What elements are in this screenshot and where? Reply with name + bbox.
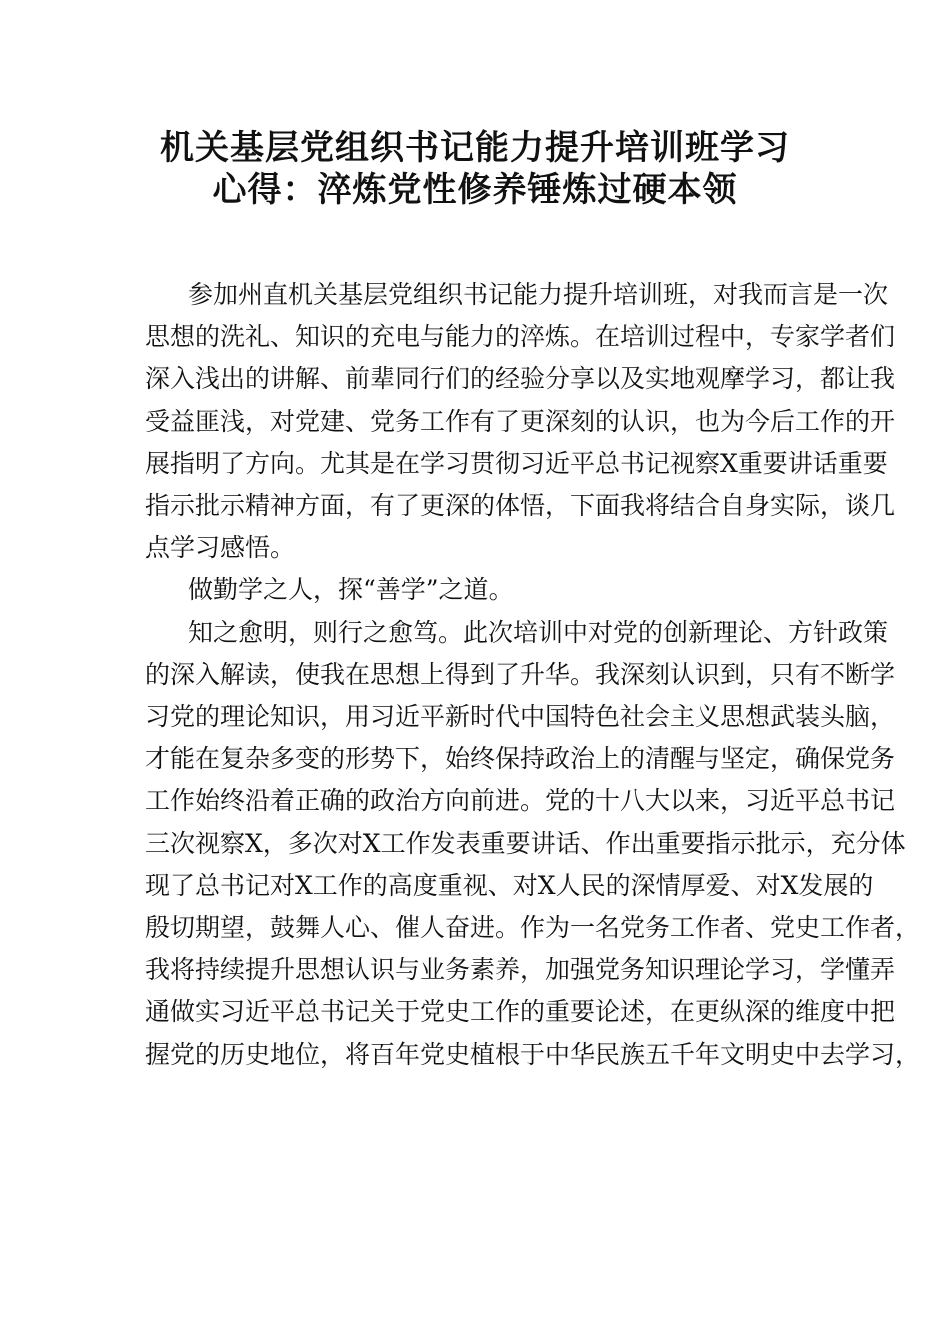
paragraph-3-line: 殷切期望，鼓舞人心、催人奋进。作为一名党务工作者、党史工作者， — [145, 913, 921, 942]
paragraph-1-line: 点学习感悟。 — [145, 533, 296, 563]
paragraph-3-line: 握党的历史地位，将百年党史植根于中华民族五千年文明史中去学习， — [145, 1039, 921, 1069]
paragraph-3-line: 三次视察X，多次对X工作发表重要讲话、作出重要指示批示，充分体 — [145, 828, 906, 858]
paragraph-1-line: 思想的洗礼、知识的充电与能力的淬炼。在培训过程中，专家学者们 — [145, 322, 896, 352]
document-title-line-1: 机关基层党组织书记能力提升培训班学习 — [160, 128, 790, 168]
paragraph-2-line: 做勤学之人，探“善学”之道。 — [188, 575, 514, 605]
paragraph-1-line: 指示批示精神方面，有了更深的体悟，下面我将结合自身实际，谈几 — [145, 491, 896, 520]
paragraph-1-line: 受益匪浅，对党建、党务工作有了更深刻的认识，也为今后工作的开 — [145, 406, 896, 436]
paragraph-3-line: 习党的理论知识，用习近平新时代中国特色社会主义思想武装头脑， — [145, 702, 896, 731]
paragraph-3-line: 知之愈明，则行之愈笃。此次培训中对党的创新理论、方针政策 — [188, 617, 889, 647]
paragraph-1-line: 展指明了方向。尤其是在学习贯彻习近平总书记视察X重要讲话重要 — [145, 448, 888, 478]
document-title-line-2: 心得：淬炼党性修养锤炼过硬本领 — [212, 170, 738, 210]
paragraph-1-line: 参加州直机关基层党组织书记能力提升培训班，对我而言是一次 — [188, 280, 889, 309]
paragraph-3-line: 工作始终沿着正确的政治方向前进。党的十八大以来，习近平总书记 — [145, 786, 896, 816]
paragraph-3-line: 现了总书记对X工作的高度重视、对X人民的深情厚爱、对X发展的 — [145, 870, 874, 900]
paragraph-3-line: 我将持续提升思想认识与业务素养，加强党务知识理论学习，学懂弄 — [145, 955, 896, 985]
paragraph-3-line: 的深入解读，使我在思想上得到了升华。我深刻认识到，只有不断学 — [145, 659, 896, 689]
paragraph-1-line: 深入浅出的讲解、前辈同行们的经验分享以及实地观摩学习，都让我 — [145, 364, 896, 394]
paragraph-3-line: 才能在复杂多变的形势下，始终保持政治上的清醒与坚定，确保党务 — [145, 744, 896, 774]
paragraph-3-line: 通做实习近平总书记关于党史工作的重要论述，在更纵深的维度中把 — [145, 997, 896, 1027]
